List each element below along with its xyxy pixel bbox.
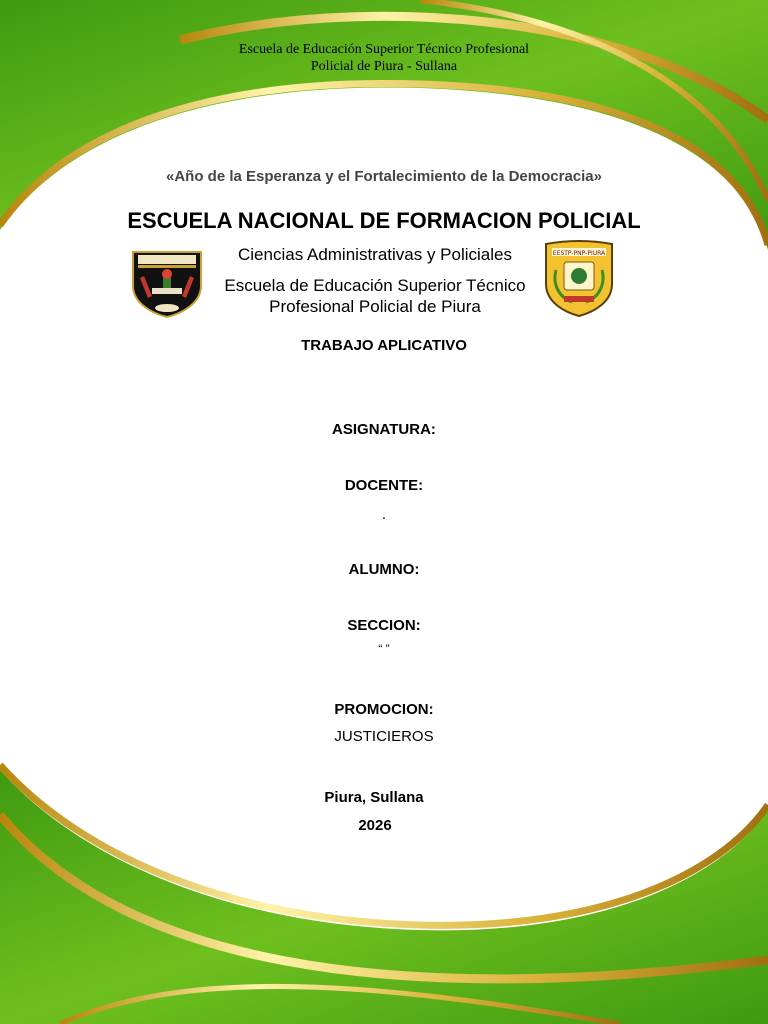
location: Piura, Sullana xyxy=(324,789,424,806)
institution-header xyxy=(0,41,768,75)
asignatura-label: ASIGNATURA: xyxy=(332,421,436,438)
promocion-label: PROMOCION: xyxy=(334,701,434,718)
year: 2026 xyxy=(358,817,392,834)
seccion-value: “ ” xyxy=(378,642,390,656)
police-school-crest-icon xyxy=(130,246,204,318)
docente-value: . xyxy=(381,506,387,523)
year-motto: «Año de la Esperanza y el Fortalecimiento de la Democracia» xyxy=(165,168,602,185)
alumno-label: ALUMNO: xyxy=(348,561,420,578)
work-type: TRABAJO APLICATIVO xyxy=(301,337,467,354)
seccion-label: SECCION: xyxy=(347,617,421,634)
institute-line-1: Escuela de Educación Superior Técnico xyxy=(224,276,526,295)
header-line-2: Policial de Piura - Sullana xyxy=(310,59,458,74)
docente-label: DOCENTE: xyxy=(344,477,424,494)
institute-line-2: Profesional Policial de Piura xyxy=(269,297,481,316)
school-name: ESCUELA NACIONAL DE FORMACION POLICIAL xyxy=(127,208,641,233)
promocion-value: JUSTICIEROS xyxy=(334,728,434,745)
institute-name xyxy=(205,275,545,317)
header-line-1: Escuela de Educación Superior Técnico Profesional xyxy=(238,42,530,57)
shield-label: EESTP-PNP-PIURA xyxy=(552,250,606,257)
eestp-pnp-piura-shield-icon xyxy=(542,240,616,318)
career-name: Ciencias Administrativas y Policiales xyxy=(238,245,512,264)
